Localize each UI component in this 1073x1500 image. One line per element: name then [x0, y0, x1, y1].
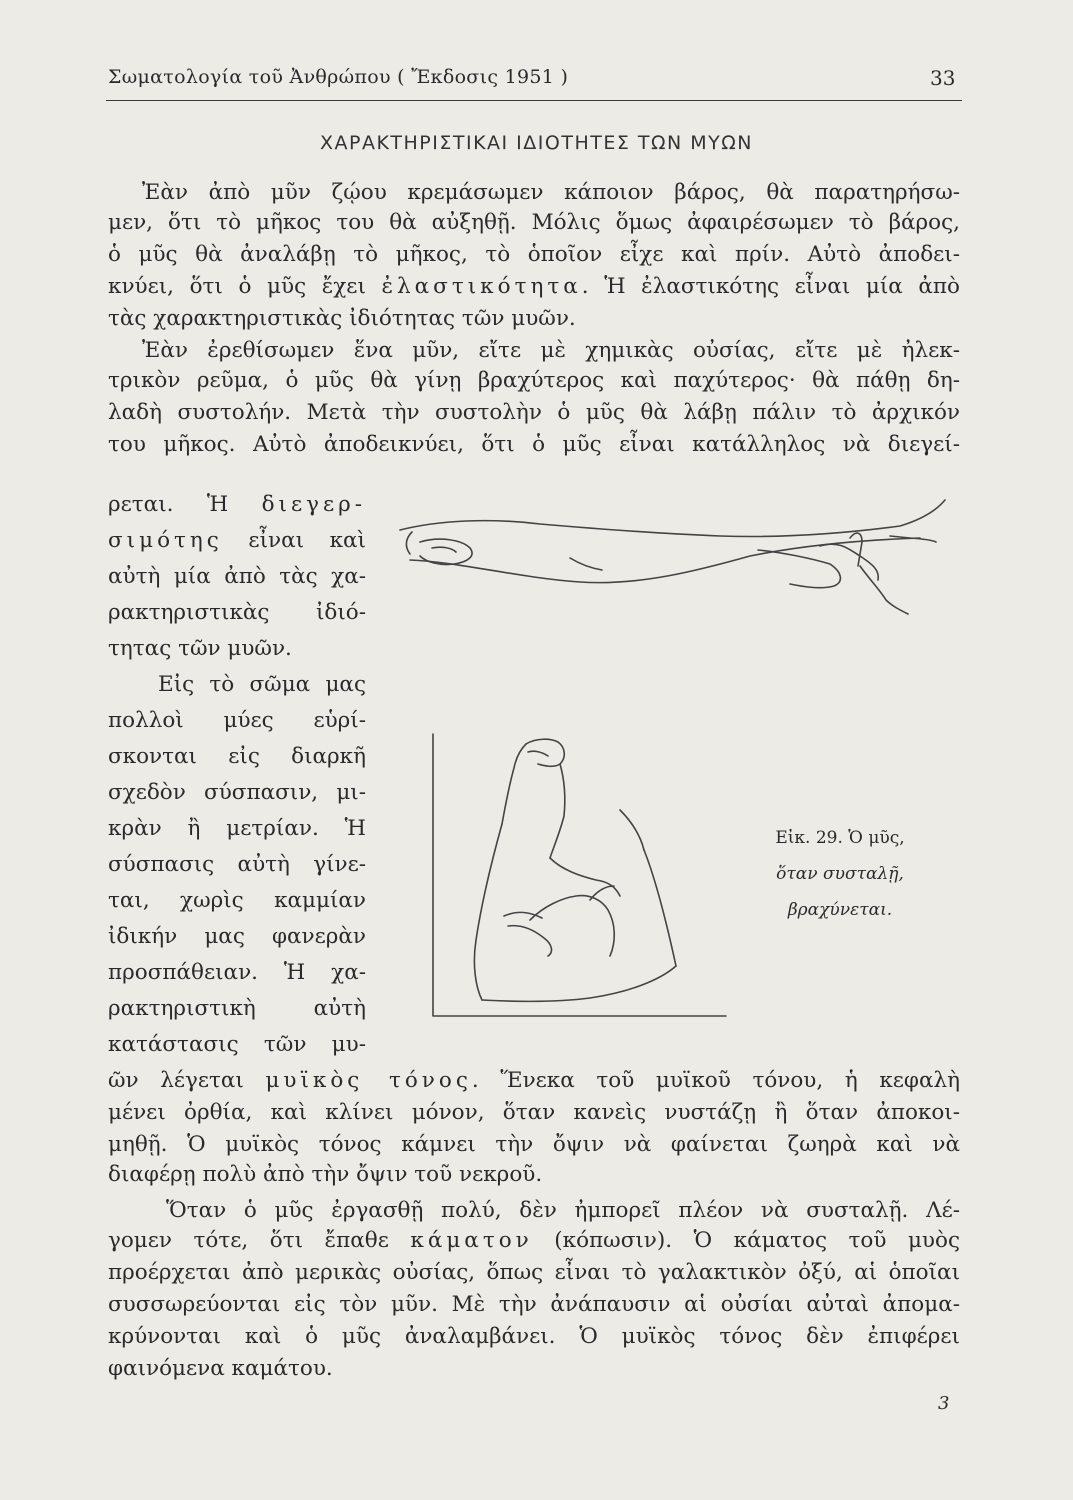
text-line: κατάστασις τῶν μυ-	[108, 1032, 366, 1057]
text-line: τητας τῶν μυῶν.	[108, 636, 292, 661]
text-line: σχεδὸν σύσπασιν, μι-	[108, 780, 366, 805]
text-line: σκονται εἰς διαρκῆ	[108, 744, 366, 769]
emphasis-excitability: διεγερ-	[261, 492, 366, 517]
text-line: συσσωρεύονται εἰς τὸν μῦν. Μὲ τὴν ἀνάπαυσιν αἱ οὐσίαι αὐταὶ ἀπομα-	[108, 1292, 960, 1317]
text-line: τρικὸν ρεῦμα, ὁ μῦς θὰ γίνῃ βραχύτερος καὶ παχύτερος· θὰ πάθῃ δη-	[108, 368, 960, 393]
text-line: κρύνονται καὶ ὁ μῦς ἀναλαμβάνει. Ὁ μυϊκὸς τόνος δὲν ἐπιφέρει	[108, 1324, 960, 1349]
text-line: διαφέρῃ πολὺ ἀπὸ τὴν ὄψιν τοῦ νεκροῦ.	[108, 1162, 543, 1187]
emphasis-muscle-tone: μυϊκὸς τόνος	[265, 1068, 472, 1093]
emphasis-excitability-end: σιμότης	[108, 528, 223, 553]
extended-arm-illustration	[380, 490, 950, 650]
text-line: κνύει, ὅτι ὁ μῦς ἔχει ἐλαστικότητα. Ἡ ἐλαστικότης εἶναι μία ἀπὸ	[108, 274, 960, 299]
text-line: αὐτὴ μία ἀπὸ τὰς χα-	[108, 564, 366, 589]
text-line: Ἐὰν ἀπὸ μῦν ζῴου κρεμάσωμεν κάποιον βάρος, θὰ παρατηρήσω-	[142, 180, 960, 205]
text-line: μηθῇ. Ὁ μυϊκὸς τόνος κάμνει τὴν ὄψιν νὰ φαίνεται ζωηρὰ καὶ νὰ	[108, 1132, 960, 1157]
text-line: τὰς χαρακτηριστικὰς ἰδιότητας τῶν μυῶν.	[108, 306, 576, 331]
text-line: ρακτηριστικὴ αὐτὴ	[108, 996, 366, 1021]
text-line: μεν, ὅτι τὸ μῆκος του θὰ αὐξηθῇ. Μόλις ὅμως ἀφαιρέσωμεν τὸ βάρος,	[108, 210, 960, 235]
text-line: ρεται. Ἡ διεγερ-	[108, 492, 366, 517]
emphasis-fatigue: κάματον	[410, 1228, 533, 1253]
text-line: σιμότης εἶναι καὶ	[108, 528, 366, 553]
text-line: ρακτηριστικὰς ἰδιό-	[108, 600, 366, 625]
text-line: Ἐὰν ἐρεθίσωμεν ἕνα μῦν, εἴτε μὲ χημικὰς οὐσίας, εἴτε μὲ ἠλεκ-	[142, 338, 960, 363]
text-line: κρὰν ἢ μετρίαν. Ἡ	[108, 816, 366, 841]
flexed-arm-illustration	[430, 730, 730, 1020]
text-line: του μῆκος. Αὐτὸ ἀποδεικνύει, ὅτι ὁ μῦς εἶναι κατάλληλος νὰ διεγεί-	[108, 432, 960, 457]
text-line: Ὅταν ὁ μῦς ἐργασθῇ πολύ, δὲν ἠμπορεῖ πλέον νὰ συσταλῇ. Λέ-	[166, 1198, 960, 1223]
text-line: μένει ὀρθία, καὶ κλίνει μόνον, ὅταν κανεὶς νυστάζῃ ἢ ὅταν ἀποκοι-	[108, 1100, 960, 1125]
signature-mark: 3	[938, 1393, 950, 1414]
figure-caption-line1: Εἰκ. 29. Ὁ μῦς,	[775, 828, 905, 848]
emphasis-elasticity: ἐλαστικότητα	[381, 274, 582, 299]
page-number: 33	[930, 66, 956, 90]
text-line: ὁ μῦς θὰ ἀναλάβῃ τὸ μῆκος, τὸ ὁποῖον εἶχε καὶ πρίν. Αὐτὸ ἀποδει-	[108, 242, 960, 267]
text-line: σύσπασις αὐτὴ γίνε-	[108, 852, 366, 877]
running-head: Σωματολογία τοῦ Ἀνθρώπου ( Ἔκδοσις 1951 )	[108, 66, 569, 88]
text-line: γομεν τότε, ὅτι ἔπαθε κάματον (κόπωσιν). Ὁ κάματος τοῦ μυὸς	[108, 1228, 960, 1253]
text-line: ται, χωρὶς καμμίαν	[108, 888, 366, 913]
text-line: πολλοὶ μύες εὑρί-	[108, 708, 366, 733]
header-rule	[106, 100, 962, 101]
text-line: Εἰς τὸ σῶμα μας	[158, 672, 366, 697]
text-line: προσπάθειαν. Ἡ χα-	[108, 960, 366, 985]
text-line: ῶν λέγεται μυϊκὸς τόνος. Ἕνεκα τοῦ μυϊκοῦ τόνου, ἡ κεφαλὴ	[108, 1068, 960, 1093]
figure-caption-line3: βραχύνεται.	[787, 900, 893, 920]
text-line: φαινόμενα καμάτου.	[108, 1356, 333, 1381]
figure-caption-line2: ὅταν συσταλῇ,	[776, 864, 904, 884]
text-line: ἰδικήν μας φανερὰν	[108, 924, 366, 949]
text-line: λαδὴ συστολήν. Μετὰ τὴν συστολὴν ὁ μῦς θὰ λάβῃ πάλιν τὸ ἀρχικόν	[108, 400, 960, 425]
section-title: ΧΑΡΑΚΤΗΡΙΣΤΙΚΑΙ ΙΔΙΟΤΗΤΕΣ ΤΩΝ ΜΥΩΝ	[319, 132, 753, 154]
text-line: προέρχεται ἀπὸ μερικὰς οὐσίας, ὅπως εἶναι τὸ γαλακτικὸν ὀξύ, αἱ ὁποῖαι	[108, 1260, 960, 1285]
